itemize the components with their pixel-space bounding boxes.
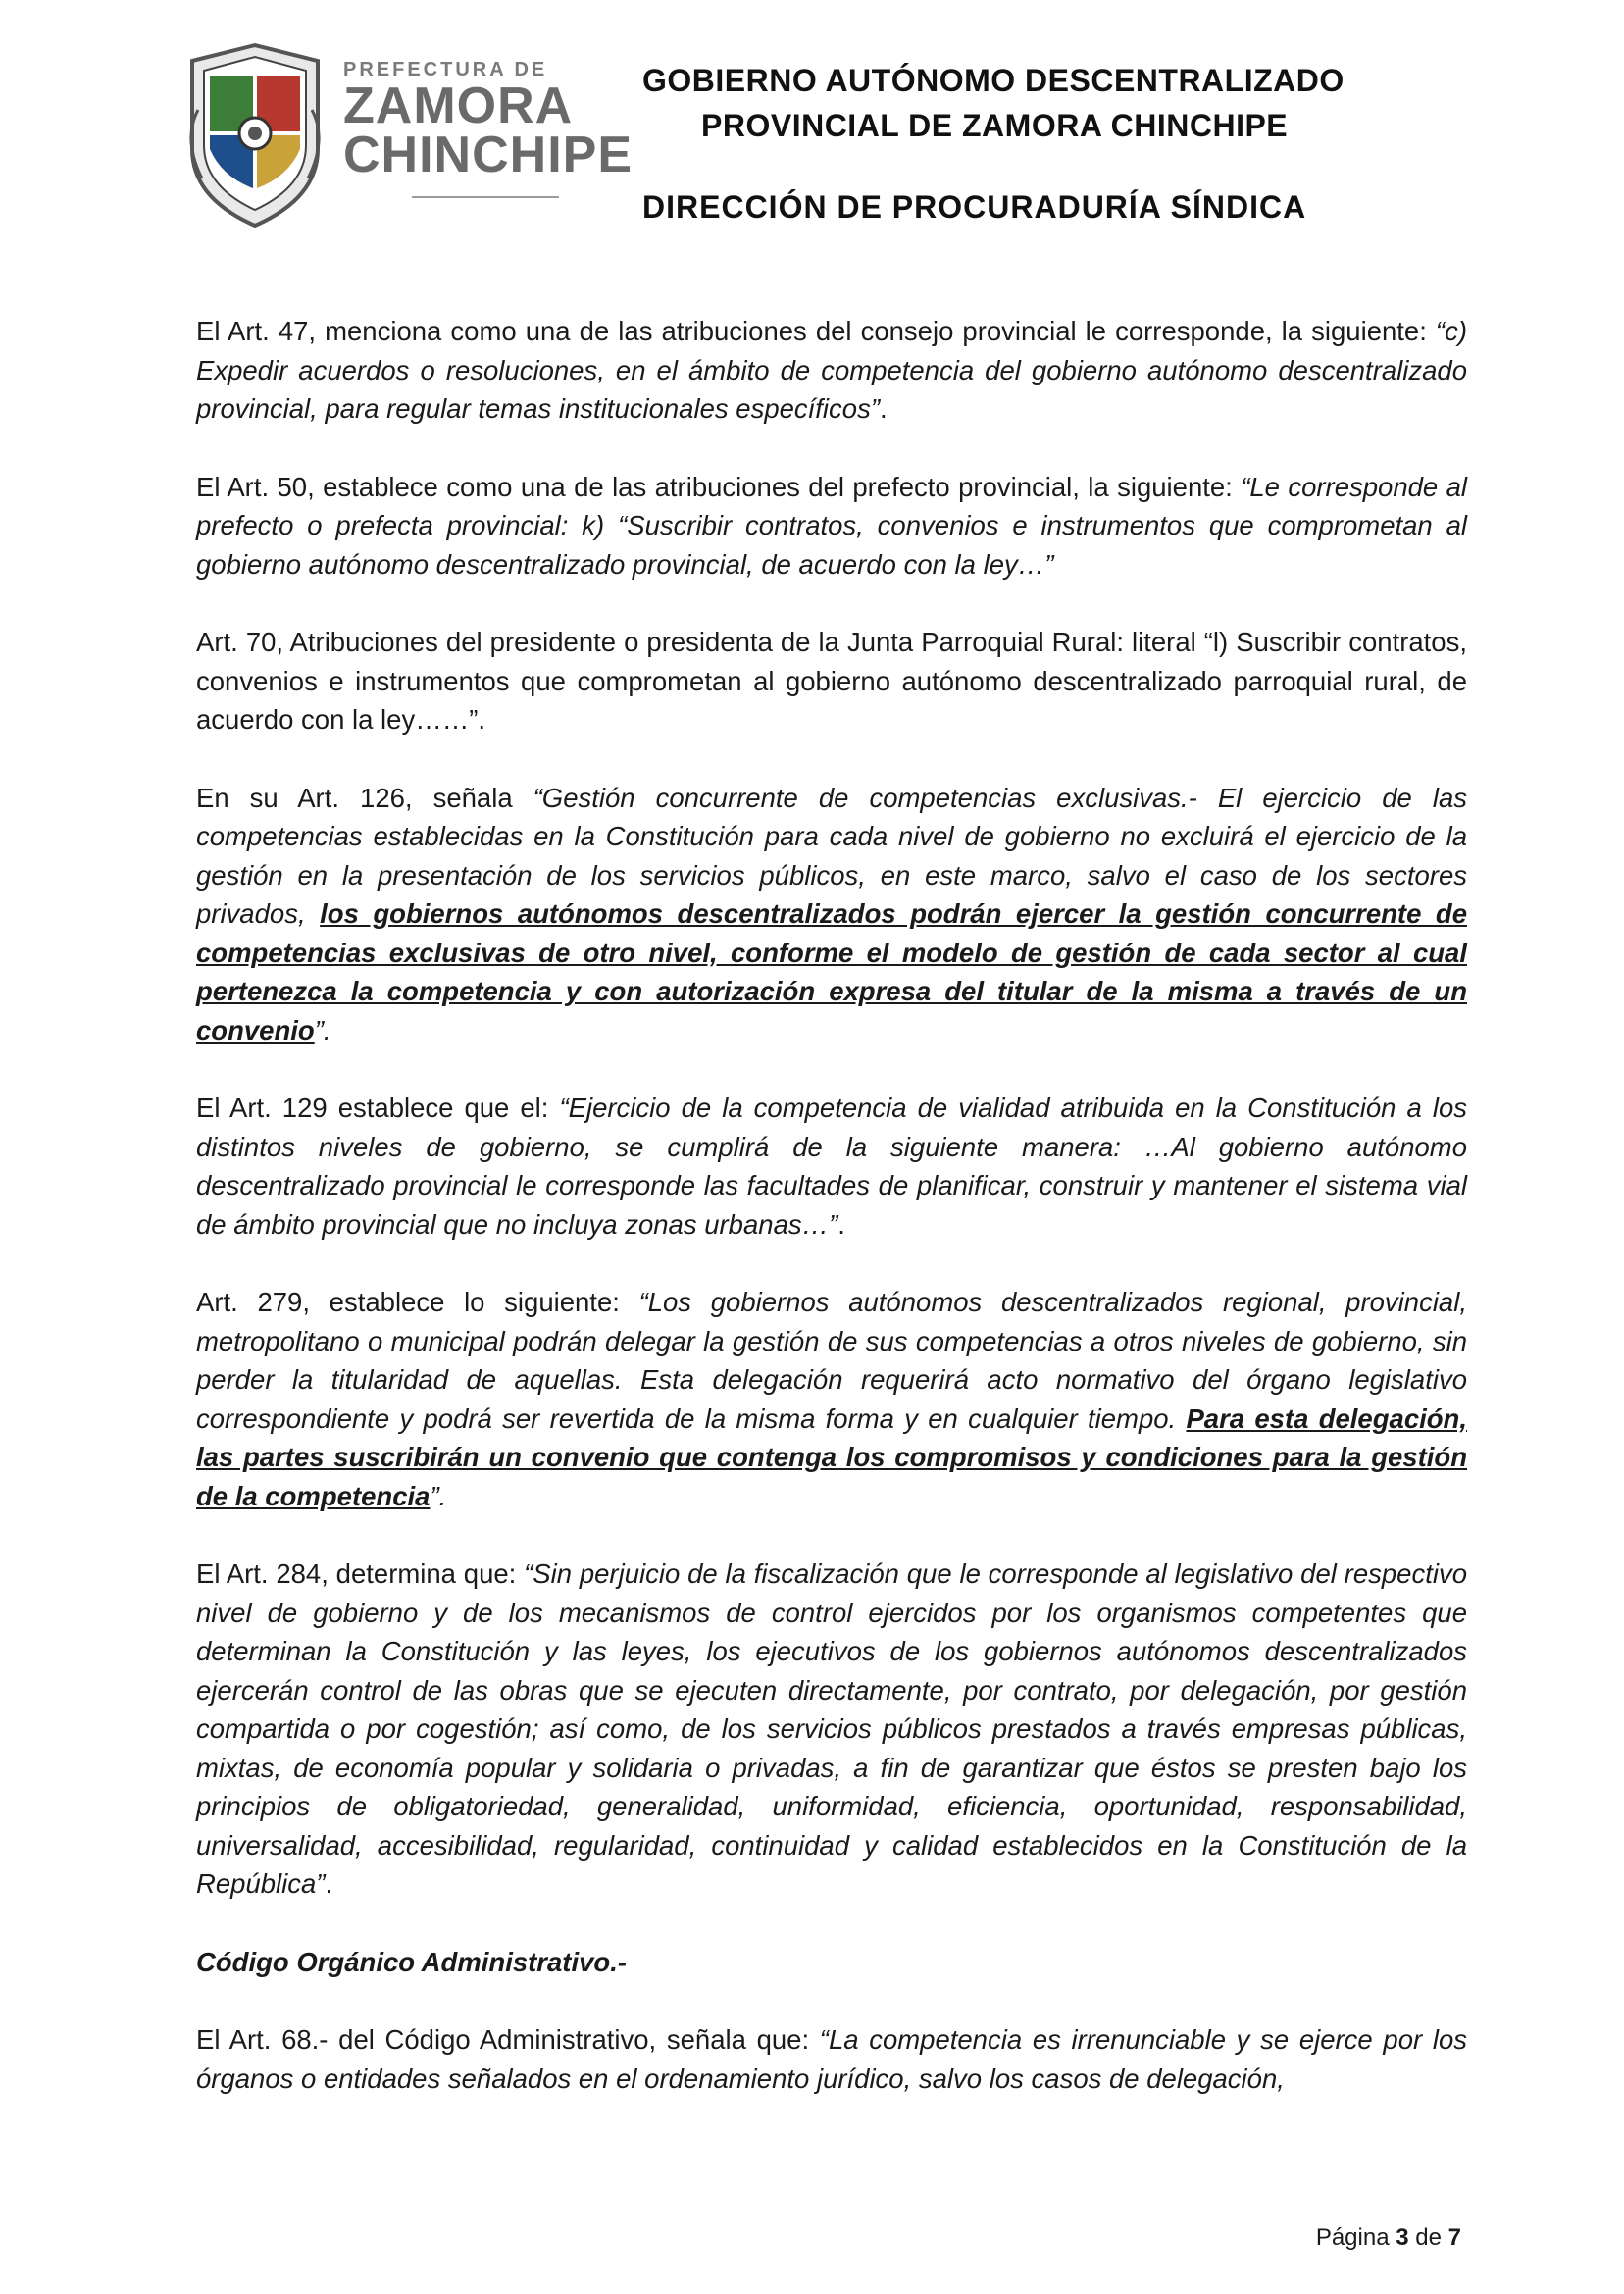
text: Art. 279, establece lo siguiente: — [196, 1287, 639, 1317]
quote: “c) Expedir acuerdos o resoluciones, en el ámbito de competencia del gobierno autónomo descentralizado provincial, para regular temas institucionales específicos” — [196, 316, 1467, 424]
paragraph-art-50 — [196, 468, 1467, 585]
logo-line-1: ZAMORA — [343, 77, 574, 134]
text: El Art. 68.- del Código Administrativo, señala que: — [196, 2024, 820, 2055]
text: El Art. 284, determina que: — [196, 1558, 525, 1589]
paragraph-art-129 — [196, 1089, 1467, 1244]
quote: “Gestión concurrente de competencias exclusivas.- El ejercicio de las competencias establecidas en la Constitución para cada nivel de gobierno no excluirá el ejercicio de la gestión en la presentación de los servicios públicos, en este marco, salvo el caso de los sectores privados, — [196, 782, 1467, 929]
quote: “Sin perjuicio de la fiscalización que le corresponde al legislativo del respectivo nivel de gobierno y de los mecanismos de control ejercidos por los organismos competentes que determinan la Constitución y las leyes, los ejecutivos de los gobiernos autónomos descentralizados ejercerán control de las obras que se ejecuten directamente, por contrato, por delegación, por gestión compartida o por cogestión; así como, de los servicios públicos prestados a través empresas públicas, mixtas, de economía popular y solidaria o privadas, a fin de garantizar que éstos se presten bajo los principios de obligatoriedad, generalidad, uniformidad, eficiencia, oportunidad, responsabilidad, universalidad, accesibilidad, regularidad, continuidad y calidad establecidos en la Constitución de la República” — [196, 1558, 1467, 1899]
logo-text — [343, 59, 634, 183]
section-heading: Código Orgánico Administrativo.- — [196, 1946, 627, 1977]
logo-prefix: PREFECTURA DE — [343, 59, 548, 80]
text: En su Art. 126, señala — [196, 782, 533, 813]
quote: “La competencia es irrenunciable y se ejerce por los órganos o entidades señalados en el ordenamiento jurídico, salvo los casos de delegación, — [196, 2024, 1467, 2094]
document-body — [196, 312, 1467, 2137]
text: . — [837, 1208, 845, 1240]
quote: “Los gobiernos autónomos descentralizados regional, provincial, metropolitano o municipal podrán delegar la gestión de sus competencias a otros niveles de gobierno, sin perder la titularidad de aquellas. Esta delegación requerirá acto normativo del órgano legislativo correspondiente y podrá ser revertida de la misma forma y en cualquier tiempo. — [196, 1287, 1467, 1434]
paragraph-art-126 — [196, 779, 1467, 1050]
paragraph-art-279 — [196, 1283, 1467, 1515]
text: . — [325, 1868, 333, 1899]
paragraph-art-47 — [196, 312, 1467, 429]
text: El Art. 129 establece que el: — [196, 1093, 560, 1123]
text: Art. 70, Atribuciones del presidente o presidenta de la Junta Parroquial Rural: literal “l) Suscribir contratos, convenios e instrumentos que comprometan al gobierno autónomo descentralizado parroquial rural, de acuerdo con la ley……”. — [196, 627, 1467, 735]
page-word: Página — [1315, 2224, 1390, 2251]
coat-of-arms-icon — [182, 41, 328, 229]
paragraph-art-284 — [196, 1555, 1467, 1904]
emphasis: Para esta delegación, las partes suscribirán un convenio que contenga los compromisos y condiciones para la gestión de la competencia — [196, 1402, 1467, 1511]
logo-divider — [412, 196, 559, 198]
emphasis: los gobiernos autónomos descentralizados podrán ejercer la gestión concurrente de competencias exclusivas de otro nivel, conforme el modelo de gestión de cada sector al cual pertenezca la competencia y con autorización expresa del titular de la misma a través de un convenio — [196, 898, 1467, 1045]
page-number — [1316, 2224, 1461, 2252]
quote: “Le corresponde al prefecto o prefecta provincial: k) “Suscribir contratos, convenios e instrumentos que comprometan al gobierno autónomo descentralizado provincial, de acuerdo con la ley…” — [196, 471, 1467, 580]
text: ”. — [314, 1014, 331, 1045]
page-total: 7 — [1447, 2224, 1461, 2251]
paragraph-art-70 — [196, 623, 1467, 739]
institution-title-line-2: PROVINCIAL DE ZAMORA CHINCHIPE — [701, 108, 1289, 143]
text: ”. — [430, 1480, 447, 1511]
text: El Art. 50, establece como una de las atribuciones del prefecto provincial, la siguiente: — [196, 471, 1242, 502]
paragraph-art-68 — [196, 2020, 1467, 2098]
page-of: de — [1415, 2224, 1442, 2251]
text: El Art. 47, menciona como una de las atribuciones del consejo provincial le corresponde, la siguiente: — [196, 316, 1436, 346]
quote: “Ejercicio de la competencia de vialidad atribuida en la Constitución a los distintos niveles de gobierno, se cumplirá de la siguiente manera: …Al gobierno autónomo descentralizado provincial le corresponde las facultades de planificar, construir y mantener el sistema vial de ámbito provincial que no incluya zonas urbanas…” — [196, 1093, 1467, 1240]
page-current: 3 — [1396, 2224, 1409, 2251]
department-title: DIRECCIÓN DE PROCURADURÍA SÍNDICA — [642, 189, 1307, 225]
page-header — [0, 0, 1624, 255]
logo-line-2: CHINCHIPE — [343, 127, 634, 183]
text: . — [880, 393, 888, 424]
institution-title-line-1: GOBIERNO AUTÓNOMO DESCENTRALIZADO — [642, 63, 1345, 98]
